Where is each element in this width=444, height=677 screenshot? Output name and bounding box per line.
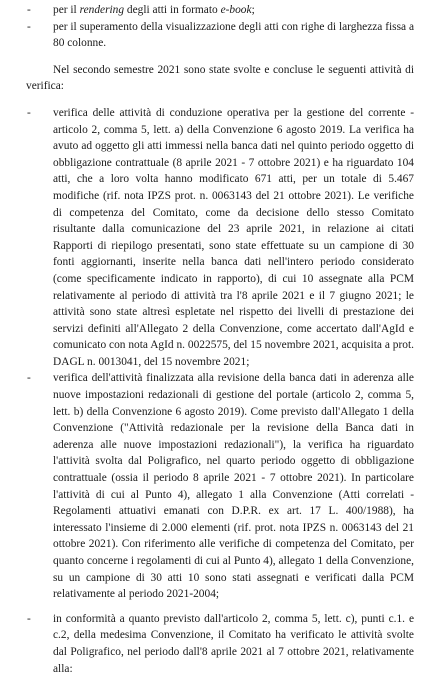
list-item-verifica-revisione: - verifica dell'attività finalizzata alla revisione della banca dati in aderenza alle nuove impostazioni redazionali di gestione del portale (articolo 2, comma 5, lett. b) della Convenzione 6 agosto 2019). Come previsto dall'Allegato 1 della Convenzione ("Attività redazionale per la revisione della Banca dati in aderenza alle nuove impostazioni redazionali"), la verifica ha riguardato l'attività svolta dal Poligrafico, nel quarto periodo oggetto di obbligazione contrattuale (ossia il periodo 8 aprile 2021 - 7 ottobre 2021). In particolare l'attività di cui al Punto 4), allegato 1 alla Convenzione (Atti correlati - Regolamenti attuativi emanati con D.P.R. ex art. 17 L. 400/1988), ha interessato l'insieme di 2.000 elementi (rif. prot. nota IPZS n. 0063143 del 21 ottobre 2021). Con riferimento alle verifiche di competenza del Comitato, per quanto concerne i regolamenti di cui al Punto 4), allegato 1 della Convenzione, su un campione di 30 atti 10 sono stati assegnati e verificati dalla PCM relativamente al periodo 2021-2004; [27,372,414,601]
list-item-conformita: - in conformità a quanto previsto dall'articolo 2, comma 5, lett. c), punti c.1. e c.2, della medesima Convenzione, il Comitato ha verificato le attività svolte dal Poligrafico, nel periodo dall'8 aprile 2021 al 7 ottobre 2021, relativamente alla: [27,612,414,675]
list-item-rendering: - per il rendering degli atti in formato e-book; [26,2,414,19]
list-item-verifica-conduzione: - verifica delle attività di conduzione operativa per la gestione del corrente - articolo 2, comma 5, lett. a) della Convenzione 6 agosto 2019. La verifica ha avuto ad oggetto gli atti immessi nella banca dati nel quinto periodo oggetto di obbligazione contrattuale (8 aprile 2021 - 7 ottobre 2021) e ha riguardato 104 atti, che a loro volta hanno modificato 671 atti, per un totale di 5.467 modifiche (rif. nota IPZS prot. n. 0063143 del 21 ottobre 2021). Le verifiche di competenza del Comitato, come da decisione dello stesso Comitato risultante dalla comunicazione del 23 aprile 2021, in relazione ai citati Rapporti di riepilogo presentati, sono state effettuate su un campione di 30 fonti aggiornanti, inserite nella banca dati nell'intero periodo considerato (come specificamente indicato in rapporto), di cui 10 assegnate alla PCM relativamente al periodo di attività tra l'8 aprile 2021 e il 7 giugno 2021; le attività sono state altresì espletate nel rispetto dei livelli di prestazione dei servizi definiti all'Allegato 2 della Convenzione, come accertato dall'AgId e comunicato con nota AgId n. 0022575, del 15 novembre 2021, acquisita a prot. DAGL n. 0013041, del 15 novembre 2021; [27,106,414,368]
intro-paragraph: Nel secondo semestre 2021 sono state svolte e concluse le seguenti attività di verifica: [26,63,414,93]
bullet-dash: - [27,20,31,33]
list-item-visualizzazione: - per il superamento della visualizzazione degli atti con righe di larghezza fissa a 80 colonne. [27,20,414,50]
bullet-dash: - [27,106,31,119]
bullet-dash: - [27,612,31,625]
bullet-dash: - [27,4,31,16]
bullet-dash: - [27,372,31,385]
